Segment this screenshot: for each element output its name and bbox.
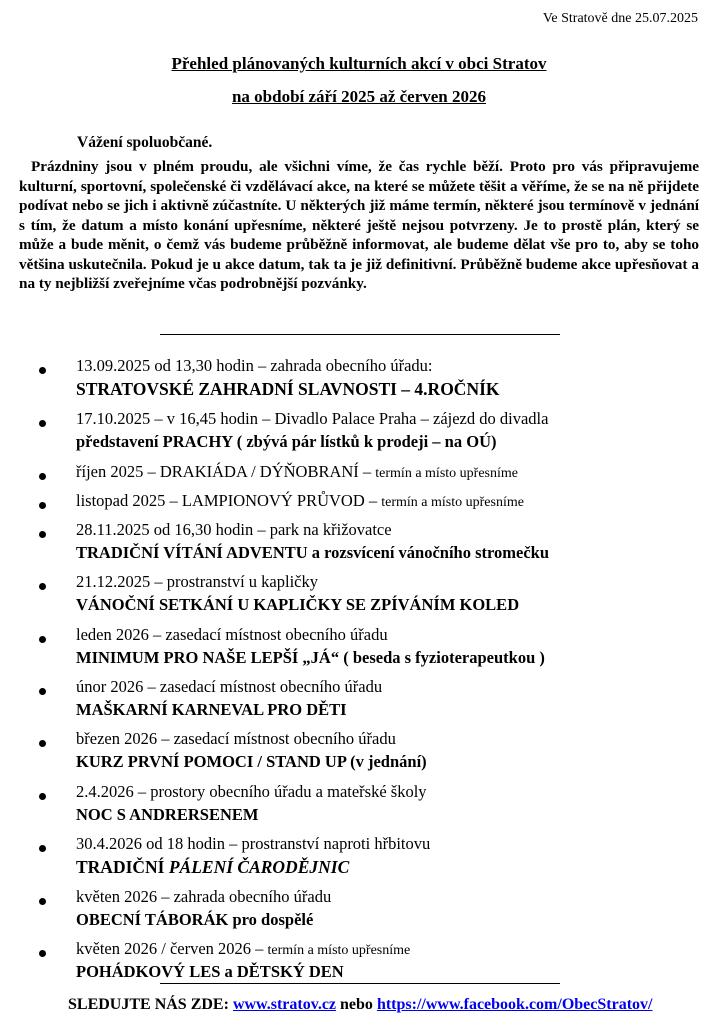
event-title: NOC S ANDRERSENEM — [76, 805, 259, 824]
event-title: MINIMUM PRO NAŠE LEPŠÍ „JÁ“ ( beseda s fyzioterapeutkou ) — [76, 648, 545, 667]
follow-us-line — [68, 996, 652, 1014]
event-date-place — [76, 462, 518, 482]
event-date-place: květen 2026 – zahrada obecního úřadu — [76, 887, 332, 906]
bullet-icon — [39, 793, 46, 800]
bullet-icon — [39, 740, 46, 747]
bullet-icon — [39, 502, 46, 509]
event-note: termín a místo upřesníme — [375, 466, 518, 481]
event-date-place: 17.10.2025 – v 16,45 hodin – Divadlo Palace Praha – zájezd do divadla — [76, 409, 549, 428]
event-title: představení PRACHY ( zbývá pár lístků k prodeji – na OÚ) — [76, 432, 497, 451]
event-date-place: březen 2026 – zasedací místnost obecního úřadu — [76, 729, 396, 748]
website-link[interactable]: www.stratov.cz — [232, 996, 337, 1013]
event-date-place: leden 2026 – zasedací místnost obecního úřadu — [76, 625, 388, 644]
bullet-icon — [39, 950, 46, 957]
bullet-icon — [39, 898, 46, 905]
bullet-icon — [39, 531, 46, 538]
event-title: MAŠKARNÍ KARNEVAL PRO DĚTI — [76, 700, 347, 719]
event-title-italic: PÁLENÍ ČARODĚJNIC — [168, 857, 350, 877]
event-date-place — [76, 939, 410, 959]
bullet-icon — [39, 688, 46, 695]
separator-line — [160, 334, 560, 335]
bullet-icon — [39, 845, 46, 852]
separator-line — [160, 983, 560, 984]
event-title: TRADIČNÍ VÍTÁNÍ ADVENTU a rozsvícení vánočního stromečku — [76, 543, 550, 562]
event-date-place: 28.11.2025 od 16,30 hodin – park na křižovatce — [76, 520, 392, 539]
bullet-icon — [39, 583, 46, 590]
event-title: KURZ PRVNÍ POMOCI / STAND UP (v jednání) — [76, 752, 427, 771]
event-date-place: 13.09.2025 od 13,30 hodin – zahrada obecního úřadu: — [76, 356, 433, 375]
event-date-place: únor 2026 – zasedací místnost obecního úřadu — [76, 677, 383, 696]
follow-label: SLEDUJTE NÁS ZDE: — [68, 996, 233, 1013]
event-date-place — [76, 491, 524, 511]
bullet-icon — [39, 636, 46, 643]
connector-text: nebo — [336, 996, 377, 1013]
event-text: říjen 2025 – DRAKIÁDA / DÝŇOBRANÍ – — [76, 462, 376, 481]
event-text: listopad 2025 – LAMPIONOVÝ PRŮVOD – — [76, 491, 382, 510]
greeting: Vážení spoluobčané. — [77, 134, 213, 151]
document-subtitle: na období září 2025 až červen 2026 — [231, 87, 487, 106]
event-title: POHÁDKOVÝ LES a DĚTSKÝ DEN — [76, 962, 344, 981]
intro-paragraph: Prázdniny jsou v plném proudu, ale všichni víme, že čas rychle běží. Proto pro vás připravujeme kulturní, sportovní, společenské či vzdělávací akce, na které se můžete těšit a věříme, že se na ně přijdete podívat nebo se jich i aktivně zúčastníte. U některých již máme termín, některé jsou termínově v jednání s tím, že datum a místo konání upřesníme, některé ještě nejsou potvrzeny. Je to prostě plán, který se může a bude měnit, o čemž vás budeme průběžně informovat, ale budeme dělat vše pro to, aby se toho většina uskutečnila. Pokud je u akce datum, tak ta je již definitivní. Průběžně budeme akce upřesňovat a na ty nejbližší zveřejníme včas podrobnější pozvánky. — [19, 158, 699, 292]
document-title: Přehled plánovaných kulturních akcí v obci Stratov — [171, 54, 547, 73]
event-note: termín a místo upřesníme — [381, 495, 524, 510]
event-title — [76, 857, 349, 878]
bullet-icon — [39, 367, 46, 374]
bullet-icon — [39, 473, 46, 480]
event-text: květen 2026 / červen 2026 – — [76, 939, 268, 958]
event-title: VÁNOČNÍ SETKÁNÍ U KAPLIČKY SE ZPÍVÁNÍM KOLED — [76, 595, 520, 614]
date-line: Ve Stratově dne 25.07.2025 — [542, 11, 698, 26]
event-title: STRATOVSKÉ ZAHRADNÍ SLAVNOSTI – 4.ROČNÍK — [76, 379, 500, 399]
event-date-place: 21.12.2025 – prostranství u kapličky — [76, 572, 318, 591]
event-date-place: 2.4.2026 – prostory obecního úřadu a mateřské školy — [76, 782, 427, 801]
event-date-place: 30.4.2026 od 18 hodin – prostranství naproti hřbitovu — [76, 834, 431, 853]
bullet-icon — [39, 420, 46, 427]
event-title-part: TRADIČNÍ — [76, 857, 169, 877]
facebook-link[interactable]: https://www.facebook.com/ObecStratov/ — [376, 996, 653, 1013]
event-title: OBECNÍ TÁBORÁK pro dospělé — [76, 910, 314, 929]
event-note: termín a místo upřesníme — [267, 943, 411, 958]
